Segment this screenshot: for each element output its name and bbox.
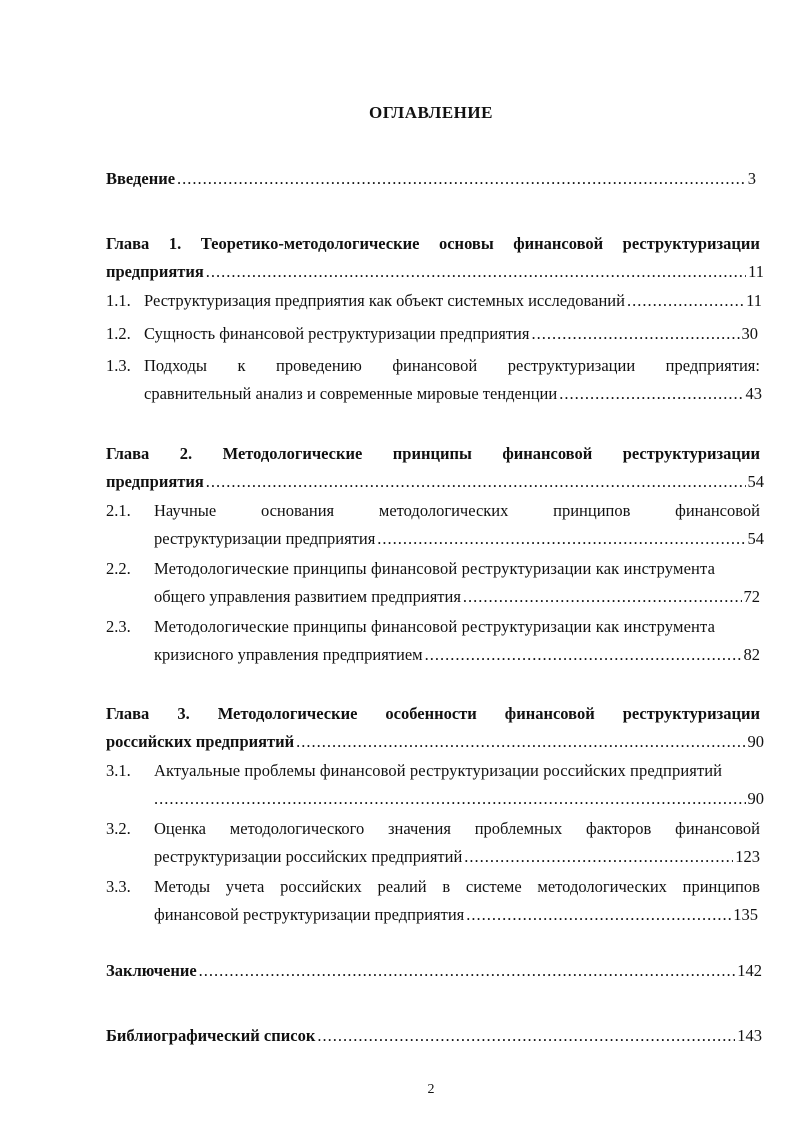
section-page: 90 — [747, 789, 764, 808]
section-title-line2: реструктуризации предприятия — [154, 529, 376, 548]
chapter2-heading-line1: Глава 2. Методологические принципы финансовой реструктуризации — [106, 444, 760, 463]
conclusion-page: 142 — [737, 961, 762, 980]
chapter3-page: 90 — [747, 732, 764, 751]
section-title: Сущность финансовой реструктуризации предприятия — [144, 324, 530, 343]
section-number: 3.2. — [106, 819, 131, 838]
toc-section-2-2[interactable] — [106, 555, 760, 611]
section-page: 135 — [733, 905, 758, 924]
toc-section-3-3[interactable] — [106, 873, 760, 929]
dot-leader — [425, 641, 742, 669]
section-number: 3.1. — [106, 761, 131, 780]
section-number: 1.1. — [106, 291, 131, 310]
section-number: 2.2. — [106, 559, 131, 578]
dot-leader — [317, 1022, 735, 1050]
toc-section-3-2[interactable] — [106, 815, 760, 871]
toc-section-3-1[interactable] — [106, 757, 764, 813]
section-title-line2: общего управления развитием предприятия — [154, 587, 461, 606]
section-number: 1.3. — [106, 356, 131, 375]
bibliography-label: Библиографический список — [106, 1026, 316, 1045]
chapter1-heading-line2: предприятия — [106, 262, 204, 281]
toc-chapter-1[interactable] — [106, 230, 764, 286]
section-page: 82 — [743, 645, 760, 664]
toc-chapter-2[interactable] — [106, 440, 764, 496]
dot-leader — [466, 901, 731, 929]
toc-section-1-3[interactable] — [106, 352, 760, 408]
chapter3-heading-line2: российских предприятий — [106, 732, 295, 751]
bibliography-page: 143 — [737, 1026, 762, 1045]
section-title-line2: кризисного управления предприятием — [154, 645, 423, 664]
toc-section-1-1[interactable] — [106, 287, 760, 315]
dot-leader — [531, 320, 739, 348]
section-title-line2: реструктуризации российских предприятий — [154, 847, 463, 866]
section-number: 2.3. — [106, 617, 131, 636]
page-number: 2 — [427, 1082, 435, 1097]
chapter3-heading-line1: Глава 3. Методологические особенности финансовой реструктуризации — [106, 704, 760, 723]
chapter1-heading-line1: Глава 1. Теоретико-методологические основы финансовой реструктуризации — [106, 234, 760, 253]
toc-section-2-1[interactable] — [106, 497, 764, 553]
toc-entry-conclusion[interactable] — [106, 957, 762, 985]
section-number: 3.3. — [106, 877, 131, 896]
dot-leader — [627, 287, 744, 315]
section-page: 11 — [746, 291, 762, 310]
conclusion-label: Заключение — [106, 961, 197, 980]
section-title-line1: Методы учета российских реалий в системе методологических принципов — [154, 877, 760, 896]
section-title-line2: сравнительный анализ и современные мировые тенденции — [144, 384, 558, 403]
section-title-line1: Оценка методологического значения проблемных факторов финансовой — [154, 819, 760, 838]
toc-section-1-2[interactable] — [106, 320, 760, 348]
section-page: 123 — [735, 847, 760, 866]
dot-leader — [559, 380, 743, 408]
section-title-line1: Актуальные проблемы финансовой реструктуризации российских предприятий — [154, 761, 723, 780]
dot-leader — [154, 785, 746, 813]
dot-leader — [464, 843, 733, 871]
intro-label: Введение — [106, 169, 176, 188]
toc-section-2-3[interactable] — [106, 613, 760, 669]
dot-leader — [177, 165, 746, 193]
section-number: 2.1. — [106, 501, 131, 520]
section-page: 72 — [743, 587, 760, 606]
section-title-line1: Методологические принципы финансовой реструктуризации как инструмента — [154, 559, 716, 578]
dot-leader — [463, 583, 742, 611]
dot-leader — [206, 468, 746, 496]
dot-leader — [296, 728, 745, 756]
section-page: 30 — [741, 324, 758, 343]
toc-entry-bibliography[interactable] — [106, 1022, 762, 1050]
toc-entry-intro[interactable] — [106, 165, 756, 193]
section-title-line1: Подходы к проведению финансовой реструктуризации предприятия: — [144, 356, 760, 375]
chapter1-page: 11 — [748, 262, 764, 281]
section-title-line1: Методологические принципы финансовой реструктуризации как инструмента — [154, 617, 716, 636]
intro-page: 3 — [747, 169, 756, 188]
chapter2-heading-line2: предприятия — [106, 472, 204, 491]
toc-title: ОГЛАВЛЕНИЕ — [369, 103, 493, 122]
chapter2-page: 54 — [747, 472, 764, 491]
dot-leader — [199, 957, 736, 985]
section-number: 1.2. — [106, 324, 131, 343]
toc-chapter-3[interactable] — [106, 700, 764, 756]
section-title: Реструктуризация предприятия как объект системных исследований — [144, 291, 625, 310]
section-page: 54 — [747, 529, 764, 548]
section-title-line1: Научные основания методологических принципов финансовой — [154, 501, 760, 520]
section-page: 43 — [745, 384, 762, 403]
dot-leader — [206, 258, 746, 286]
section-title-line2: финансовой реструктуризации предприятия — [154, 905, 465, 924]
dot-leader — [377, 525, 745, 553]
